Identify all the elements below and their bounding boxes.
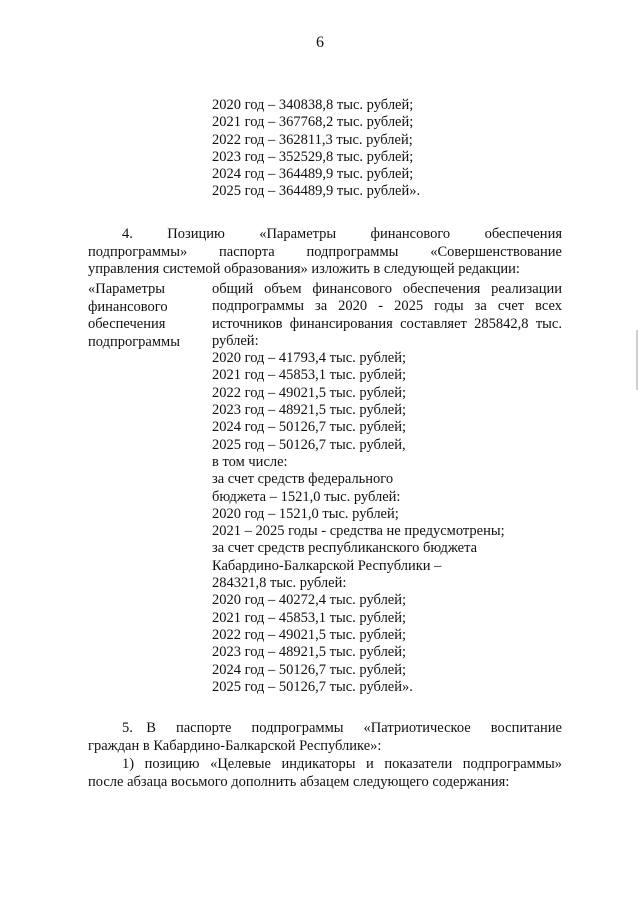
label-line: финансового (88, 298, 168, 315)
list-item: 2025 год – 50126,7 тыс. рублей». (212, 678, 413, 695)
funding-breakdown-list (212, 350, 562, 696)
list-item: 2022 год – 362811,3 тыс. рублей; (212, 131, 413, 148)
list-item: 2023 год – 48921,5 тыс. рублей; (212, 644, 407, 661)
paragraph-line: после абзаца восьмого дополнить абзацем следующего содержания: (88, 773, 510, 790)
list-item: за счет средств федерального (212, 471, 394, 488)
list-item: Кабардино-Балкарской Республики – (212, 557, 442, 574)
value-line: источников финансирования составляет 285842,8 тыс. (212, 315, 562, 332)
label-line: подпрограммы (88, 333, 180, 350)
label-line: обеспечения (88, 316, 166, 332)
list-item: бюджета – 1521,0 тыс. рублей: (212, 488, 401, 505)
list-item: 2021 год – 367768,2 тыс. рублей; (212, 114, 414, 131)
parameters-label (88, 281, 180, 351)
list-item: 2024 год – 50126,7 тыс. рублей; (212, 419, 407, 436)
paragraph-line: 5. В паспорте подпрограммы «Патриотическое воспитание (122, 720, 562, 736)
list-item: 2024 год – 364489,9 тыс. рублей; (212, 166, 414, 183)
list-item: 2022 год – 49021,5 тыс. рублей; (212, 384, 407, 401)
list-item: 2020 год – 40272,4 тыс. рублей; (212, 592, 407, 609)
list-item: 2023 год – 352529,8 тыс. рублей; (212, 148, 414, 165)
list-item: 2023 год – 48921,5 тыс. рублей; (212, 402, 407, 419)
paragraph-5-1 (88, 756, 562, 791)
list-item: 284321,8 тыс. рублей: (212, 575, 347, 592)
list-item: 2024 год – 50126,7 тыс. рублей; (212, 661, 407, 678)
paragraph-4 (88, 226, 562, 279)
value-line: общий объем финансового обеспечения реализации (212, 281, 562, 297)
list-item: за счет средств республиканского бюджета (212, 540, 478, 557)
parameters-value (212, 281, 562, 696)
list-item: 2020 год – 1521,0 тыс. рублей; (212, 505, 399, 522)
paragraph-line: граждан в Кабардино-Балкарской Республике»: (88, 737, 382, 754)
list-item: 2025 год – 364489,9 тыс. рублей». (212, 183, 421, 200)
paragraph-line: 1) позицию «Целевые индикаторы и показатели подпрограммы» (122, 756, 562, 772)
paragraph-line: 4. Позицию «Параметры финансового обеспечения (122, 226, 562, 242)
scan-edge-mark (636, 330, 638, 390)
value-line: подпрограммы за 2020 - 2025 годы за счет всех (212, 298, 562, 315)
page-number: 6 (316, 34, 324, 51)
list-item: 2021 год – 45853,1 тыс. рублей; (212, 367, 407, 384)
list-item: 2021 – 2025 годы - средства не предусмотрены; (212, 523, 505, 540)
paragraph-line: управления системой образования» изложить в следующей редакции: (88, 261, 520, 277)
label-line: «Параметры (88, 281, 165, 297)
list-item: 2021 год – 45853,1 тыс. рублей; (212, 609, 407, 626)
list-item: 2020 год – 41793,4 тыс. рублей; (212, 350, 407, 367)
list-item: 2025 год – 50126,7 тыс. рублей, (212, 436, 406, 453)
paragraph-line: подпрограммы» паспорта подпрограммы «Совершенствование (88, 243, 562, 260)
paragraph-5 (88, 720, 562, 755)
list-item: 2022 год – 49021,5 тыс. рублей; (212, 626, 407, 643)
value-line: рублей: (212, 332, 259, 349)
list-item: в том числе: (212, 453, 288, 470)
list-item: 2020 год – 340838,8 тыс. рублей; (212, 97, 414, 113)
funding-years-list (212, 97, 420, 201)
